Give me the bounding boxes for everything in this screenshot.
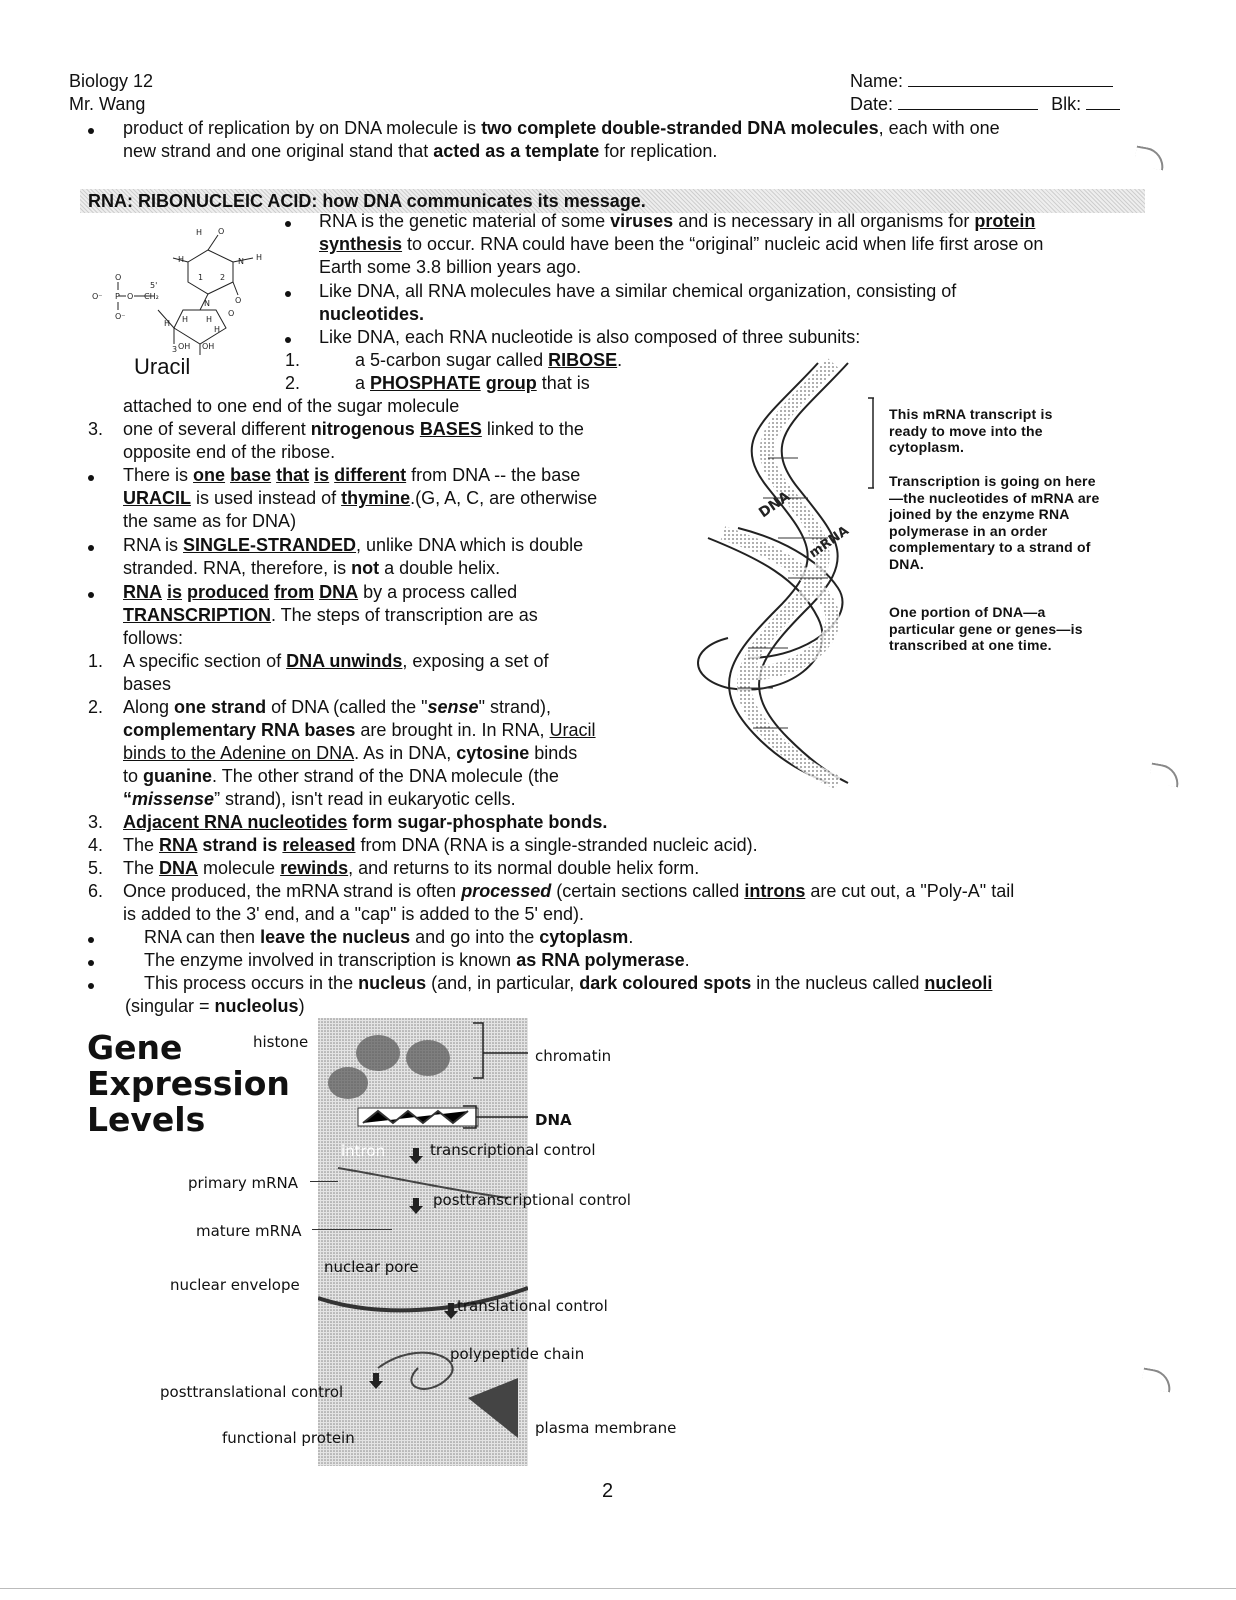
gel-plasma-membrane: plasma membrane <box>535 1419 677 1437</box>
p1-line-2: synthesis to occur. RNA could have been the “original” nucleic acid when life first arose on <box>319 234 1044 254</box>
subunit-1: a 5-carbon sugar called RIBOSE. <box>355 350 623 370</box>
step-number: 1. <box>88 651 104 671</box>
gel-translational-control: translational control <box>457 1297 608 1315</box>
uracil-atom-h: H <box>214 325 221 334</box>
gel-chromatin: chromatin <box>535 1047 612 1065</box>
step-1: A specific section of DNA unwinds, exposing a set of <box>123 651 549 671</box>
bullet <box>88 469 100 481</box>
uracil-atom-h: H <box>206 315 213 324</box>
scan-curl-decoration <box>1133 146 1166 171</box>
step-number: 6. <box>88 881 104 901</box>
tail-1: RNA can then leave the nucleus and go into the cytoplasm. <box>144 927 634 947</box>
step-number: 2. <box>88 697 104 717</box>
step-2: Along one strand of DNA (called the "sense" strand), <box>123 697 551 717</box>
uracil-atom-2: 2 <box>220 273 226 282</box>
section-heading: RNA: RIBONUCLEIC ACID: how DNA communicates its message. <box>88 191 646 211</box>
step-6-cont: is added to the 3' end, and a "cap" is added to the 5' end). <box>123 904 584 924</box>
step-1-cont: bases <box>123 674 172 694</box>
gel-nuclear-pore: nuclear pore <box>324 1258 419 1276</box>
step-4: The RNA strand is released from DNA (RNA is a single-stranded nucleic acid). <box>123 835 758 855</box>
uracil-atom-o-minus: O⁻ <box>92 292 103 301</box>
step-3: Adjacent RNA nucleotides form sugar-phosphate bonds. <box>123 812 608 832</box>
p1-line-3: Earth some 3.8 billion years ago. <box>319 257 582 277</box>
p6-line-2: TRANSCRIPTION. The steps of transcription are as <box>123 605 538 625</box>
p3-line-1: Like DNA, each RNA nucleotide is also composed of three subunits: <box>319 327 861 347</box>
name-label: Name: <box>850 71 904 91</box>
intro-line-1: product of replication by on DNA molecule is two complete double-stranded DNA molecules, each with one <box>123 118 1000 138</box>
uracil-label: Uracil <box>134 354 191 379</box>
p2-line-1: Like DNA, all RNA molecules have a similar chemical organization, consisting of <box>319 281 957 301</box>
gene-expression-title: Gene Expression Levels <box>87 1028 290 1139</box>
scan-curl-decoration <box>1148 763 1181 788</box>
course-title: Biology 12 <box>69 71 154 91</box>
step-2-line-3: binds to the Adenine on DNA. As in DNA, cytosine binds <box>123 743 578 763</box>
p5-line-1: RNA is SINGLE-STRANDED, unlike DNA which is double <box>123 535 584 555</box>
helix-caption-1: This mRNA transcript is ready to move into the cytoplasm. <box>889 406 1053 455</box>
page-number: 2 <box>602 1480 614 1502</box>
name-field[interactable] <box>850 70 1113 92</box>
uracil-atom-o: O <box>115 273 122 282</box>
gel-mature-mrna: mature mRNA <box>196 1222 302 1240</box>
gel-primary-mrna: primary mRNA <box>188 1174 298 1192</box>
uracil-atom-o: O <box>228 309 235 318</box>
uracil-atom-o: O <box>127 292 134 301</box>
uracil-atom-1: 1 <box>198 273 204 282</box>
uracil-atom-h: H <box>182 315 189 324</box>
uracil-atom-oh: OH <box>178 342 191 351</box>
uracil-atom-n: N <box>238 257 244 266</box>
p6-line-1: RNA is produced from DNA by a process called <box>123 582 518 602</box>
step-2-line-4: to guanine. The other strand of the DNA molecule (the <box>123 766 559 786</box>
gel-posttranslational-control: posttranslational control <box>160 1383 344 1401</box>
uracil-atom-3: 3 <box>172 345 178 354</box>
bullet <box>88 122 100 134</box>
uracil-atom-n: N <box>204 299 210 308</box>
name-blank[interactable] <box>908 73 1113 87</box>
uracil-atom-o: O <box>235 296 242 305</box>
blk-blank[interactable] <box>1086 96 1120 110</box>
uracil-atom-h: H <box>178 255 185 264</box>
uracil-atom-o-minus: O⁻ <box>115 312 126 321</box>
uracil-atom-5prime: 5' <box>150 281 158 290</box>
subunit-3-cont: opposite end of the ribose. <box>123 442 336 462</box>
date-label: Date: <box>850 94 894 114</box>
scan-curl-decoration <box>1140 1368 1173 1393</box>
uracil-atom-p: P <box>115 292 120 301</box>
uracil-atom-oh: OH <box>202 342 215 351</box>
p4-line-2: URACIL is used instead of thymine.(G, A, C, are otherwise <box>123 488 598 508</box>
step-6: Once produced, the mRNA strand is often processed (certain sections called introns are cut out, a "Poly-A" tail <box>123 881 1015 901</box>
p4-line-1: There is one base that is different from DNA -- the base <box>123 465 581 485</box>
uracil-atom-h: H <box>256 253 263 262</box>
teacher-name: Mr. Wang <box>69 94 146 114</box>
step-number: 5. <box>88 858 104 878</box>
helix-caption-2: Transcription is going on here—the nucleotides of mRNA are joined by the enzyme RNA polymerase in an order complementary to a strand of DNA. <box>889 473 1100 572</box>
subunit-number: 3. <box>88 419 104 439</box>
gene-expression-diagram <box>318 1018 528 1466</box>
gel-functional-protein: functional protein <box>222 1429 355 1447</box>
intro-line-2: new strand and one original stand that acted as a template for replication. <box>123 141 718 161</box>
gel-nuclear-envelope: nuclear envelope <box>170 1276 300 1294</box>
step-2-line-2: complementary RNA bases are brought in. In RNA, Uracil <box>123 720 596 740</box>
gel-histone: histone <box>253 1033 309 1051</box>
subunit-number: 2. <box>285 373 301 393</box>
date-blank[interactable] <box>898 96 1038 110</box>
step-2-line-5: “missense” strand), isn't read in eukaryotic cells. <box>123 789 516 809</box>
bullet <box>88 586 100 598</box>
helix-mrna-label: mRNA <box>806 523 852 562</box>
helix-caption-3: One portion of DNA—a particular gene or genes—is transcribed at one time. <box>889 604 1083 653</box>
step-number: 3. <box>88 812 104 832</box>
uracil-atom-h: H <box>164 319 171 328</box>
bullet <box>285 285 297 297</box>
bullet <box>285 215 297 227</box>
helix-dna-label: DNA <box>756 488 794 522</box>
bullet <box>88 931 100 943</box>
uracil-atom-ch2: CH₂ <box>144 292 159 301</box>
date-field[interactable] <box>850 93 1120 115</box>
gel-intron: intron <box>341 1142 386 1160</box>
subunit-2: a PHOSPHATE group that is <box>355 373 590 393</box>
leader-line <box>310 1181 338 1182</box>
uracil-atom-h: H <box>196 228 203 237</box>
dna-helix-illustration <box>668 358 888 788</box>
bullet <box>88 954 100 966</box>
tail-3: This process occurs in the nucleus (and, in particular, dark coloured spots in the nucleus called nucleoli <box>144 973 993 993</box>
gel-transcriptional-control: transcriptional control <box>430 1141 596 1159</box>
bullet <box>88 539 100 551</box>
step-5: The DNA molecule rewinds, and returns to its normal double helix form. <box>123 858 700 878</box>
bullet <box>88 977 100 989</box>
gel-polypeptide-chain: polypeptide chain <box>450 1345 585 1363</box>
uracil-atom-o: O <box>218 227 225 236</box>
p2-line-2: nucleotides. <box>319 304 425 324</box>
leader-line <box>312 1229 392 1230</box>
p6-line-3: follows: <box>123 628 184 648</box>
tail-2: The enzyme involved in transcription is known as RNA polymerase. <box>144 950 690 970</box>
gel-dna: DNA <box>535 1111 572 1129</box>
p4-line-3: the same as for DNA) <box>123 511 297 531</box>
scan-edge <box>0 1588 1236 1589</box>
p1-line-1: RNA is the genetic material of some viruses and is necessary in all organisms for protein <box>319 211 1036 231</box>
tail-3-cont: (singular = nucleolus) <box>125 996 305 1016</box>
bullet <box>285 331 297 343</box>
blk-label: Blk: <box>1051 94 1082 114</box>
subunit-number: 1. <box>285 350 301 370</box>
gel-posttranscriptional-control: posttranscriptional control <box>433 1191 631 1209</box>
subunit-3: one of several different nitrogenous BASES linked to the <box>123 419 584 439</box>
step-number: 4. <box>88 835 104 855</box>
subunit-2-cont: attached to one end of the sugar molecule <box>123 396 460 416</box>
p5-line-2: stranded. RNA, therefore, is not a double helix. <box>123 558 501 578</box>
